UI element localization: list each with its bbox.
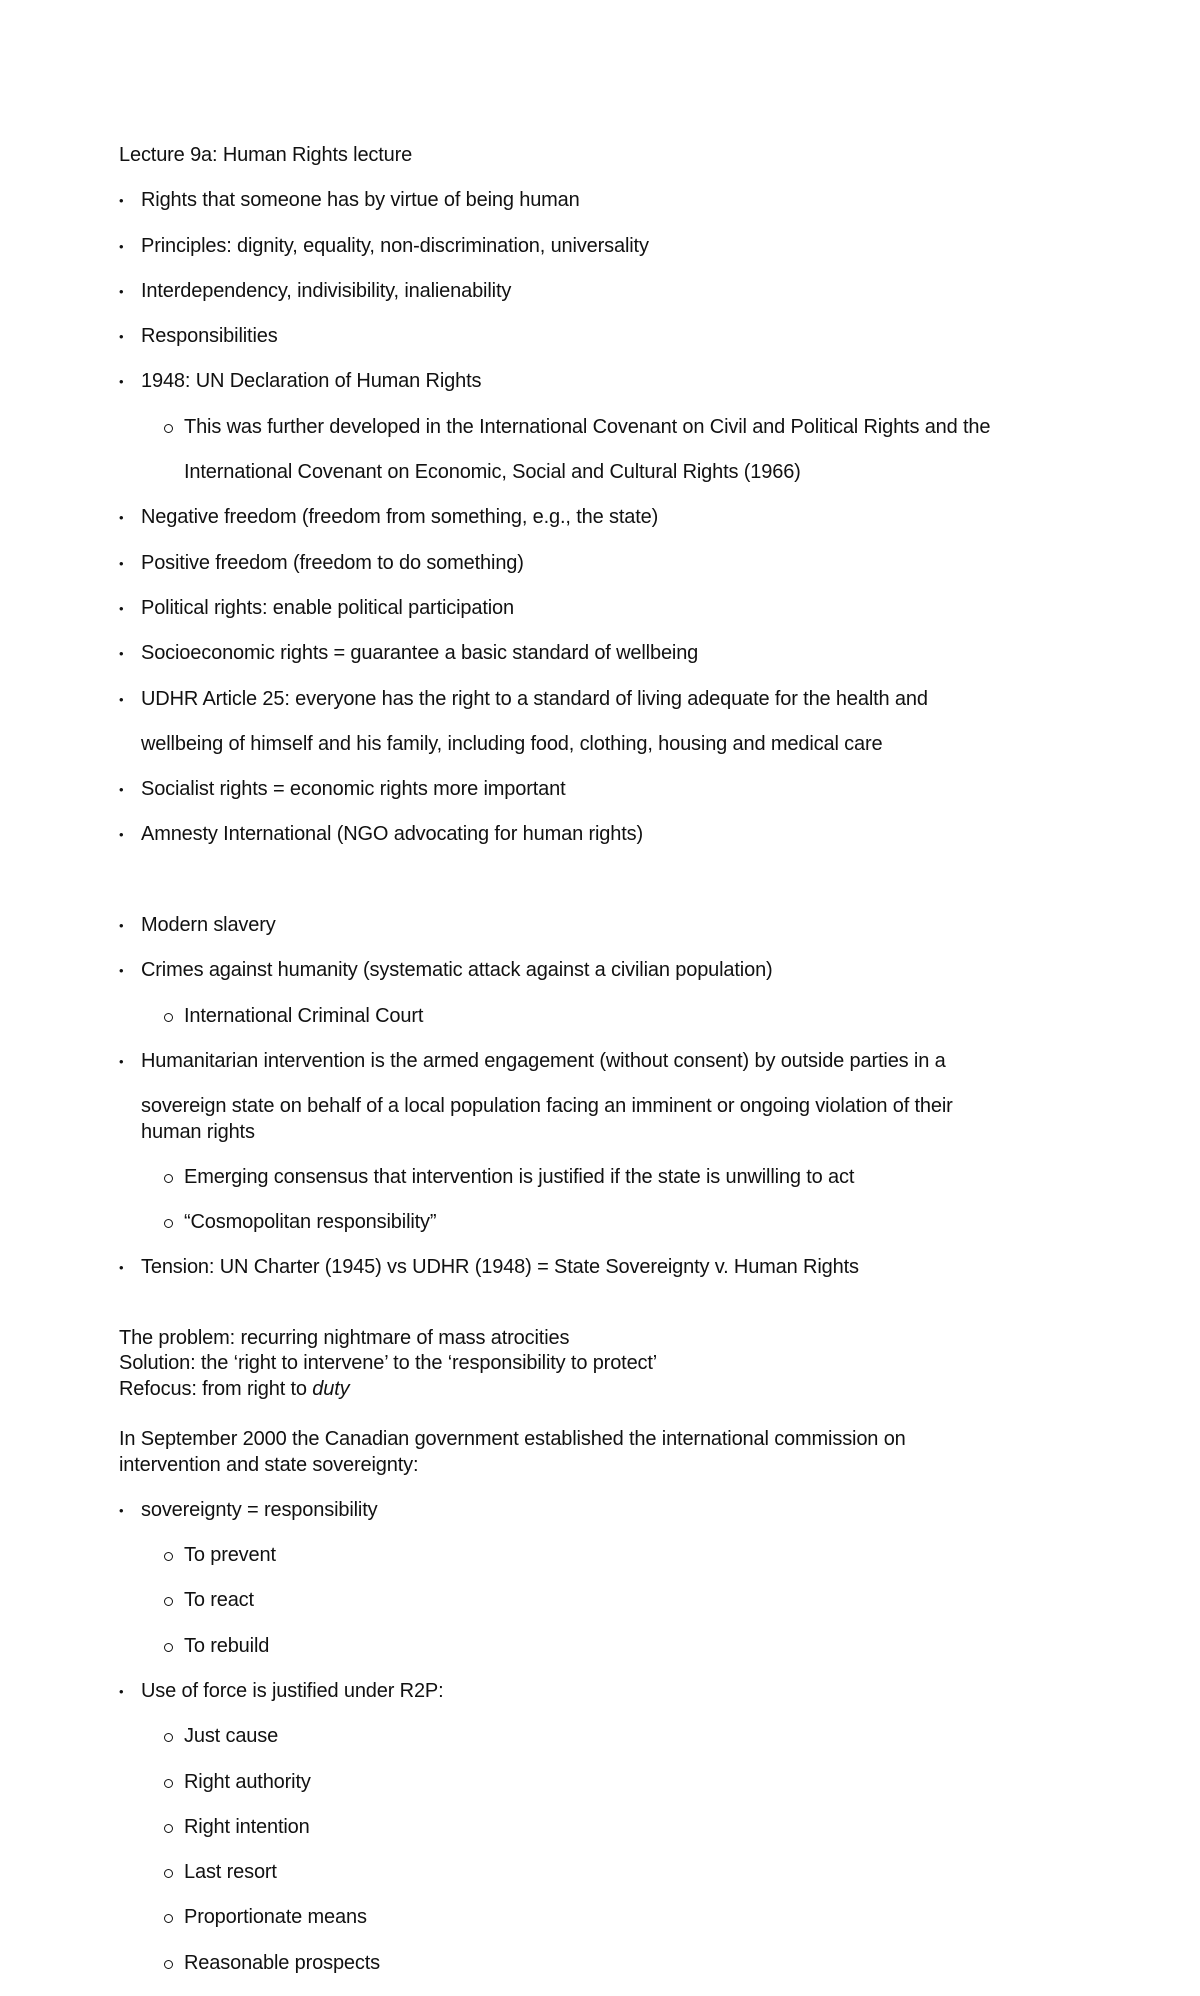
blank-line xyxy=(119,1301,1119,1326)
blank-line xyxy=(119,1402,1119,1427)
sub-list-item: Emerging consensus that intervention is justified if the state is unwilling to act xyxy=(119,1165,1119,1190)
commission-line: intervention and state sovereignty: xyxy=(119,1453,419,1476)
sub-list-item: Right authority xyxy=(119,1770,1119,1795)
blank-line xyxy=(119,868,1119,893)
list-item-continuation: human rights xyxy=(141,1120,255,1143)
list-item: • Crimes against humanity (systematic attack against a civilian population) xyxy=(119,958,1119,983)
refocus-line xyxy=(119,1377,1119,1402)
sub-list-item: Last resort xyxy=(119,1860,1119,1885)
problem-line: The problem: recurring nightmare of mass atrocities xyxy=(119,1327,570,1350)
sub-list-item: This was further developed in the International Covenant on Civil and Political Rights and the xyxy=(119,415,1119,440)
sub-list-item: “Cosmopolitan responsibility” xyxy=(119,1210,1119,1235)
list-item-continuation: wellbeing of himself and his family, including food, clothing, housing and medical care xyxy=(141,732,883,755)
list-item-continuation: sovereign state on behalf of a local population facing an imminent or ongoing violation of their xyxy=(141,1095,953,1118)
list-item: • Amnesty International (NGO advocating for human rights) xyxy=(119,822,1119,847)
list-item: • 1948: UN Declaration of Human Rights xyxy=(119,369,1119,394)
list-item: • UDHR Article 25: everyone has the right to a standard of living adequate for the health and xyxy=(119,687,1119,712)
sub-list-item: Right intention xyxy=(119,1815,1119,1840)
list-item: • sovereignty = responsibility xyxy=(119,1498,1119,1523)
sub-list-item: Proportionate means xyxy=(119,1905,1119,1930)
list-item: • Use of force is justified under R2P: xyxy=(119,1679,1119,1704)
refocus-text: Refocus: from right to xyxy=(119,1377,313,1400)
list-item: • Responsibilities xyxy=(119,324,1119,349)
refocus-emphasis: duty xyxy=(312,1377,350,1400)
list-item: • Humanitarian intervention is the armed engagement (without consent) by outside parties in a xyxy=(119,1049,1119,1074)
sub-list-item: Just cause xyxy=(119,1724,1119,1749)
sub-list-item: To react xyxy=(119,1588,1119,1613)
sub-list-item-continuation: International Covenant on Economic, Social and Cultural Rights (1966) xyxy=(184,461,801,484)
lecture-title: Lecture 9a: Human Rights lecture xyxy=(119,144,413,166)
document-page xyxy=(119,143,1119,1996)
list-item: • Positive freedom (freedom to do something) xyxy=(119,551,1119,576)
commission-line: In September 2000 the Canadian government established the international commission on xyxy=(119,1428,906,1451)
list-item: • Negative freedom (freedom from something, e.g., the state) xyxy=(119,505,1119,530)
sub-list-item: Reasonable prospects xyxy=(119,1951,1119,1976)
sub-list-item: International Criminal Court xyxy=(119,1004,1119,1029)
list-item: • Tension: UN Charter (1945) vs UDHR (1948) = State Sovereignty v. Human Rights xyxy=(119,1255,1119,1280)
list-item: • Modern slavery xyxy=(119,913,1119,938)
list-item: • Principles: dignity, equality, non-discrimination, universality xyxy=(119,234,1119,259)
list-item: • Socioeconomic rights = guarantee a basic standard of wellbeing xyxy=(119,641,1119,666)
solution-line: Solution: the ‘right to intervene’ to the ‘responsibility to protect’ xyxy=(119,1352,658,1375)
list-item: • Political rights: enable political participation xyxy=(119,596,1119,621)
list-item: • Rights that someone has by virtue of being human xyxy=(119,188,1119,213)
list-item: • Socialist rights = economic rights more important xyxy=(119,777,1119,802)
sub-list-item: To rebuild xyxy=(119,1634,1119,1659)
sub-list-item: To prevent xyxy=(119,1543,1119,1568)
list-item: • Interdependency, indivisibility, inalienability xyxy=(119,279,1119,304)
